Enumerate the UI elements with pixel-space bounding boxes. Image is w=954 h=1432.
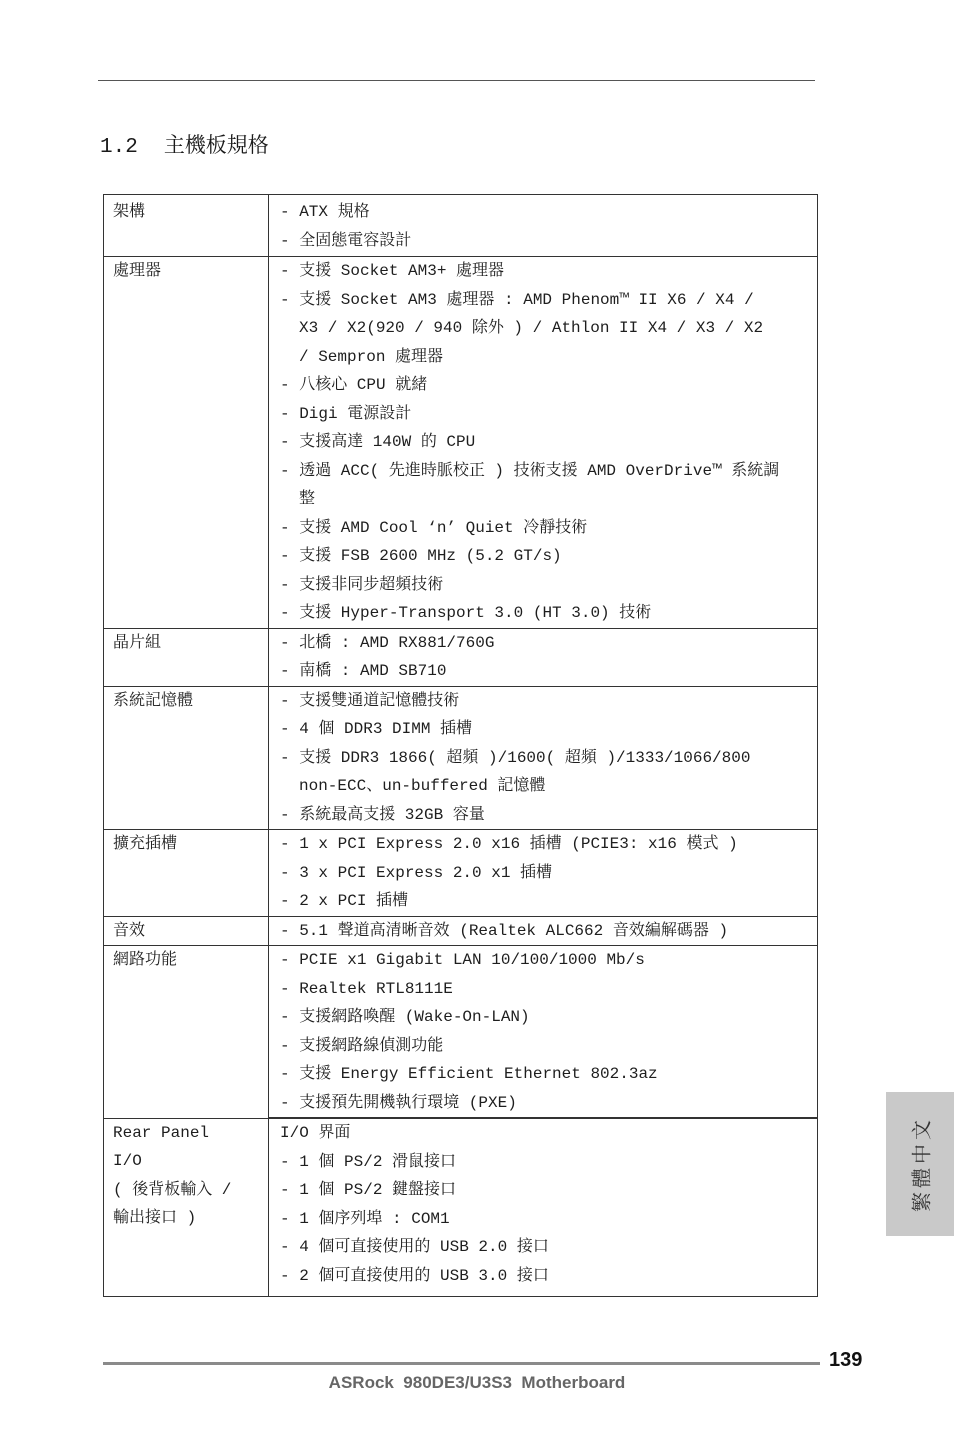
spec-row <box>104 1118 818 1297</box>
spec-label-cell <box>104 916 269 946</box>
spec-item: - 支援網路喚醒 (Wake-On-LAN) <box>280 1008 530 1026</box>
spec-row <box>104 830 818 917</box>
spec-label-text: 架構 <box>113 203 146 221</box>
spec-item: - ATX 規格 <box>280 203 370 221</box>
spec-row <box>104 628 818 686</box>
spec-label-cell <box>104 946 269 1119</box>
spec-value-cell <box>269 195 818 257</box>
header-rule <box>98 80 815 81</box>
spec-value-cell <box>269 1118 818 1297</box>
spec-table <box>103 194 818 1297</box>
footer-rule <box>103 1362 820 1365</box>
spec-item: - Digi 電源設計 <box>280 404 412 423</box>
spec-label-cell <box>104 1118 269 1297</box>
spec-item: - 1 個序列埠 : COM1 <box>280 1209 450 1228</box>
spec-label-text: 網路功能 <box>113 951 178 969</box>
spec-value-cell <box>269 686 818 830</box>
spec-label-cell <box>104 257 269 629</box>
spec-row <box>104 195 818 257</box>
spec-label-cell <box>104 628 269 686</box>
footer-product-name: ASRock 980DE3/U3S3 Motherboard <box>328 1373 626 1392</box>
spec-item: - 支援非同步超頻技術 <box>280 575 444 594</box>
spec-label-text: ( 後背板輸入 / <box>113 1180 232 1199</box>
spec-item: - 5.1 聲道高清晰音效 (Realtek ALC662 音效編解碼器 ) <box>280 921 729 940</box>
spec-item-continuation: / Sempron 處理器 <box>299 347 444 366</box>
spec-item: - 支援高達 140W 的 CPU <box>280 433 476 451</box>
spec-value-cell <box>269 257 818 629</box>
spec-label-text: 擴充插槽 <box>113 835 178 853</box>
spec-item-continuation: 整 <box>299 490 316 508</box>
spec-item: - 透過 ACC( 先進時脈校正 ) 技術支援 AMD OverDrive™ 系統調 <box>280 461 780 480</box>
page-number: 139 <box>829 1349 863 1371</box>
spec-item: - 4 個可直接使用的 USB 2.0 接口 <box>280 1238 549 1256</box>
spec-label-text: 輸出接口 ) <box>113 1209 197 1227</box>
language-side-tab <box>886 1092 954 1236</box>
spec-item: - 4 個 DDR3 DIMM 插槽 <box>280 720 473 738</box>
spec-item: - 北橋 : AMD RX881/760G <box>280 633 495 652</box>
spec-item: - 2 個可直接使用的 USB 3.0 接口 <box>280 1266 549 1285</box>
spec-item: - 支援 Socket AM3+ 處理器 <box>280 262 505 280</box>
spec-item: - 南橋 : AMD SB710 <box>280 662 447 680</box>
spec-row <box>104 257 818 629</box>
spec-label-cell <box>104 686 269 830</box>
spec-item-continuation: X3 / X2(920 / 940 除外 ) / Athlon II X4 / X3 / X2 <box>299 319 764 337</box>
spec-item: - PCIE x1 Gigabit LAN 10/100/1000 Mb/s <box>280 951 645 969</box>
spec-row <box>104 686 818 830</box>
spec-item: - 支援 FSB 2600 MHz (5.2 GT/s) <box>280 547 562 565</box>
spec-row <box>104 946 818 1119</box>
spec-table-body <box>104 195 818 1297</box>
spec-item: - 3 x PCI Express 2.0 x1 插槽 <box>280 863 553 882</box>
spec-item: - 系統最高支援 32GB 容量 <box>280 805 485 824</box>
language-tab-label: 繁體中文 <box>909 1116 934 1212</box>
spec-label-text: I/O <box>113 1152 142 1170</box>
spec-item: - 支援預先開機執行環境 (PXE) <box>280 1093 517 1112</box>
spec-label-text: 晶片組 <box>113 633 162 652</box>
spec-item-continuation: non-ECC、un-buffered 記憶體 <box>299 777 546 795</box>
spec-value-cell <box>269 916 818 946</box>
spec-value-cell <box>269 830 818 917</box>
spec-item: - 支援 AMD Cool ‘n’ Quiet 冷靜技術 <box>280 518 588 537</box>
spec-item: - 支援 Hyper-Transport 3.0 (HT 3.0) 技術 <box>280 604 652 622</box>
spec-item: I/O 界面 <box>280 1124 351 1142</box>
spec-label-cell <box>104 195 269 257</box>
spec-item: - 1 個 PS/2 滑鼠接口 <box>280 1152 457 1171</box>
section-title <box>100 134 269 162</box>
spec-label-text: 處理器 <box>113 262 162 280</box>
spec-item: - Realtek RTL8111E <box>280 979 453 998</box>
spec-item: - 支援 DDR3 1866( 超頻 )/1600( 超頻 )/1333/1066/800 <box>280 748 751 767</box>
spec-item: - 1 個 PS/2 鍵盤接口 <box>280 1181 457 1199</box>
spec-label-text: 系統記憶體 <box>113 691 194 710</box>
spec-item: - 全固態電容設計 <box>280 231 412 250</box>
spec-item: - 八核心 CPU 就緒 <box>280 376 428 394</box>
spec-value-cell <box>269 628 818 686</box>
spec-item: - 1 x PCI Express 2.0 x16 插槽 (PCIE3: x16 模式 ) <box>280 835 738 853</box>
spec-value-cell <box>269 946 818 1119</box>
section-number: 1.2 <box>100 136 138 159</box>
section-title-text: 主機板規格 <box>163 136 269 159</box>
spec-item: - 支援 Energy Efficient Ethernet 802.3az <box>280 1065 658 1083</box>
spec-label-text: Rear Panel <box>113 1123 210 1142</box>
spec-item: - 2 x PCI 插槽 <box>280 892 409 910</box>
spec-label-cell <box>104 830 269 917</box>
spec-item: - 支援雙通道記憶體技術 <box>280 691 460 710</box>
spec-row <box>104 916 818 946</box>
spec-label-text: 音效 <box>113 921 146 940</box>
spec-item: - 支援網路線偵測功能 <box>280 1036 444 1055</box>
spec-item: - 支援 Socket AM3 處理器 : AMD Phenom™ II X6 / X4 / <box>280 290 754 309</box>
